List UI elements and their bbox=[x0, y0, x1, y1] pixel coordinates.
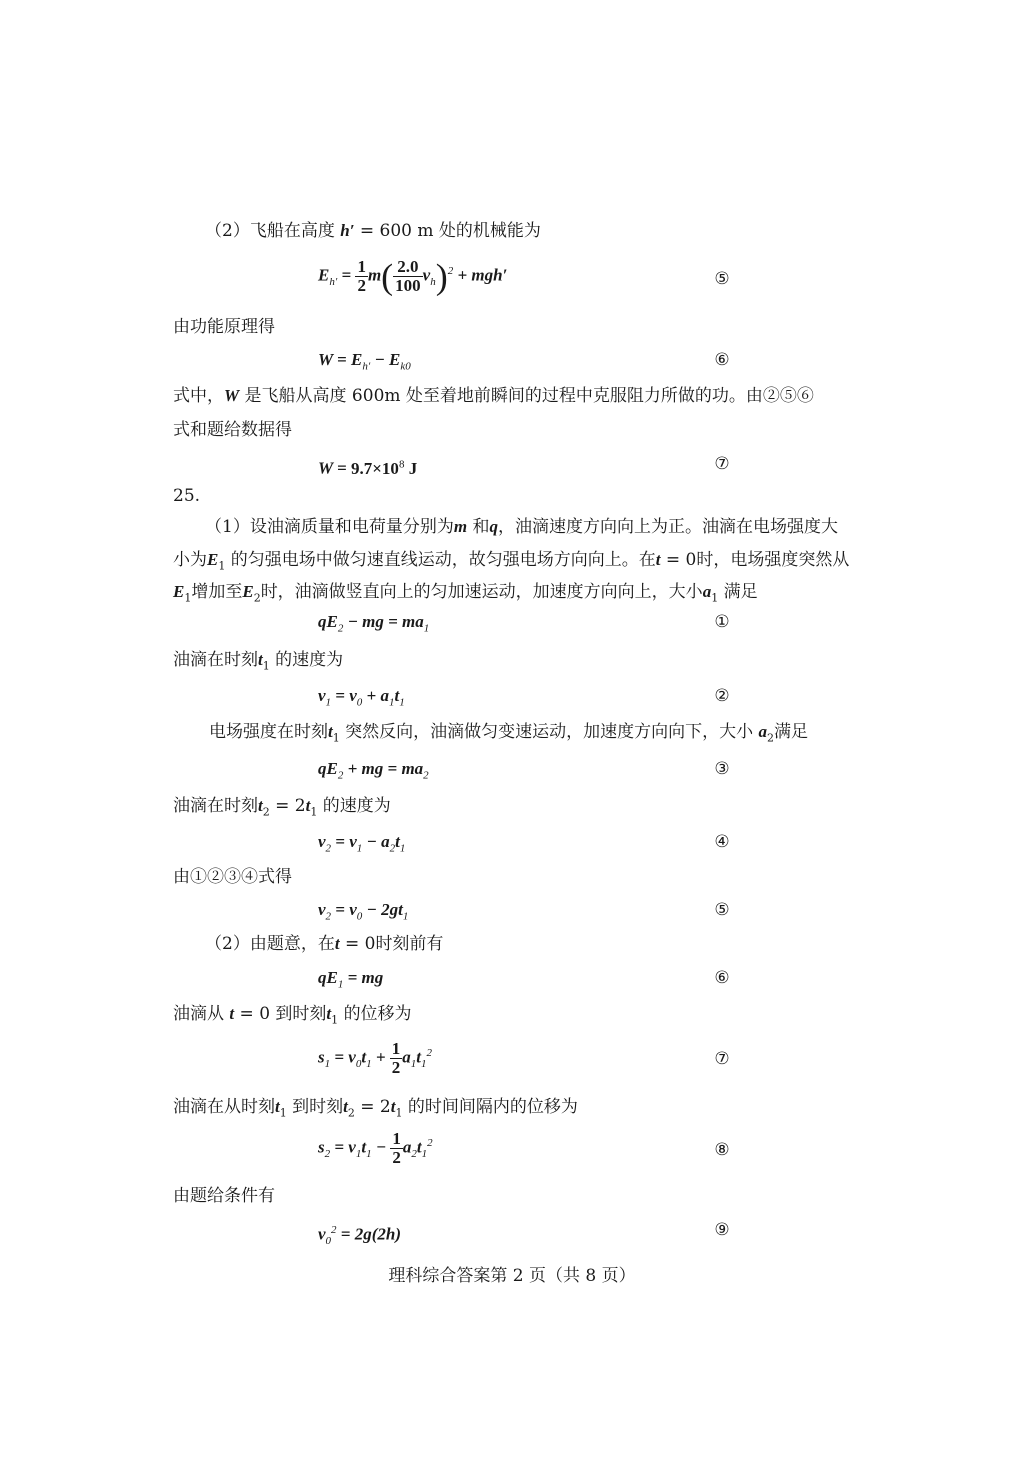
eq-marker: ⑦ bbox=[714, 1049, 730, 1069]
equation-7b: $s_1 = v_0t_1$ + $\frac{1}{2}$ $a_1t_1^2$ bbox=[318, 1039, 433, 1077]
text: 时，油滴做竖直向上的匀加速运动，加速度方向向上，大小 bbox=[260, 582, 703, 602]
text: 时，电场强度突然从 bbox=[696, 550, 850, 570]
problem-number: 25. bbox=[173, 486, 201, 506]
eq-marker: ⑨ bbox=[714, 1220, 730, 1240]
eq-marker: ⑤ bbox=[714, 269, 730, 289]
text-line: 电场强度在时刻$t_1$ 突然反向，油滴做匀变速运动，加速度方向向下，大小 $a_2$满足 bbox=[209, 722, 809, 745]
equation-5b: $v_2 = v_0 - 2gt_1$ bbox=[318, 900, 409, 923]
equation-3: $qE_2$ + mg = $ma_2$ bbox=[318, 759, 429, 782]
text: 的位移为 bbox=[343, 1004, 412, 1024]
text: 处的机械能为 bbox=[438, 221, 541, 241]
equation-9: $v_0^2 = 2g(2h)$ bbox=[318, 1224, 402, 1248]
text-line: 由题给条件有 bbox=[173, 1186, 275, 1206]
text: 是飞船从高度 600m 处至着地前瞬间的过程中克服阻力所做的功。由②⑤⑥ bbox=[244, 386, 814, 406]
eq-marker: ② bbox=[714, 686, 730, 706]
text-line: 式和题给数据得 bbox=[173, 420, 292, 440]
text: 和 bbox=[472, 517, 490, 537]
text: 的速度为 bbox=[322, 796, 391, 816]
text: 增加至 bbox=[191, 582, 243, 602]
eq-marker: ⑥ bbox=[714, 968, 730, 988]
text: 电场强度在时刻 bbox=[209, 722, 328, 742]
text-line: 由功能原理得 bbox=[173, 317, 275, 337]
page-footer: 理科综合答案第 2 页（共 8 页） bbox=[388, 1266, 636, 1286]
text: 满足 bbox=[774, 722, 809, 742]
equation-2: $v_1 = v_0 + a_1t_1$ bbox=[318, 686, 405, 709]
eq-marker: ⑧ bbox=[714, 1140, 730, 1160]
eq-marker: ③ bbox=[714, 759, 730, 779]
text: 的匀强电场中做匀速直线运动，故匀强电场方向向上。在 bbox=[230, 550, 656, 570]
text: 的速度为 bbox=[275, 650, 344, 670]
eq-marker: ① bbox=[714, 612, 730, 632]
text: 时刻前有 bbox=[375, 934, 444, 954]
eq-marker: ⑦ bbox=[714, 454, 730, 474]
text: 油滴在从时刻 bbox=[173, 1097, 275, 1117]
equation-4: $v_2 = v_1 - a_2t_1$ bbox=[318, 832, 406, 855]
text: ，油滴速度方向向上为正。油滴在电场强度大 bbox=[497, 517, 838, 537]
text-line: 由①②③④式得 bbox=[173, 867, 292, 887]
equation-8: $s_2 = v_1t_1$ − $\frac{1}{2}$ $a_2t_1^2$ bbox=[318, 1129, 433, 1167]
text: （2）飞船在高度 bbox=[205, 221, 335, 241]
text: 到时刻 bbox=[275, 1004, 327, 1024]
text: 式中， bbox=[173, 386, 224, 406]
text-line: 油滴在时刻$t_1$ 的速度为 bbox=[173, 650, 344, 673]
equation-6: $W = E_{h'} - E_{k0}$ bbox=[318, 350, 411, 373]
text-line: 油滴在时刻$t_2 = 2t_1$ 的速度为 bbox=[173, 796, 391, 819]
text: 突然反向，油滴做匀变速运动，加速度方向向下，大小 bbox=[345, 722, 754, 742]
text: 油滴在时刻 bbox=[173, 796, 258, 816]
text: （2）由题意，在 bbox=[205, 934, 335, 954]
text: 的时间间隔内的位移为 bbox=[407, 1097, 578, 1117]
text: 油滴从 bbox=[173, 1004, 224, 1024]
equation-1: $qE_2$ − mg = $ma_1$ bbox=[318, 612, 430, 635]
text: （1）设油滴质量和电荷量分别为 bbox=[205, 517, 454, 537]
text: 油滴在时刻 bbox=[173, 650, 258, 670]
equation-6b: $qE_1$ = mg bbox=[318, 968, 384, 991]
equation-5: $E_{h'}$ = $\frac{1}{2}$ m( $\frac{2.0}{100}$ $v_h)^2 + mgh'$ bbox=[318, 256, 508, 297]
text-line: （1）设油滴质量和电荷量分别为m 和q，油滴速度方向向上为正。油滴在电场强度大 bbox=[205, 517, 838, 537]
eq-marker: ⑥ bbox=[714, 350, 730, 370]
text: 小为 bbox=[173, 550, 207, 570]
eq-marker: ④ bbox=[714, 832, 730, 852]
text: 到时刻 bbox=[292, 1097, 344, 1117]
text-line: 小为$E_1$ 的匀强电场中做匀速直线运动，故匀强电场方向向上。在t = 0时，电场强度突然从 bbox=[173, 550, 850, 573]
eq-marker: ⑤ bbox=[714, 900, 730, 920]
text-line: （2）由题意，在t = 0时刻前有 bbox=[205, 934, 444, 954]
text-line: 油滴在从时刻$t_1$ 到时刻$t_2 = 2t_1$ 的时间间隔内的位移为 bbox=[173, 1097, 578, 1120]
text: 满足 bbox=[723, 582, 758, 602]
text-line: $E_1$增加至$E_2$时，油滴做竖直向上的匀加速运动，加速度方向向上，大小$a_1$ 满足 bbox=[173, 582, 758, 605]
text-line: 式中，W 是飞船从高度 600m 处至着地前瞬间的过程中克服阻力所做的功。由②⑤⑥ bbox=[173, 386, 814, 406]
equation-7: $W = 9.7\times 10^8$ J bbox=[318, 458, 418, 478]
sec2-intro: （2）飞船在高度 h′ = 600 m 处的机械能为 bbox=[205, 221, 541, 241]
text-line: 油滴从 t = 0 到时刻$t_1$ 的位移为 bbox=[173, 1004, 412, 1027]
